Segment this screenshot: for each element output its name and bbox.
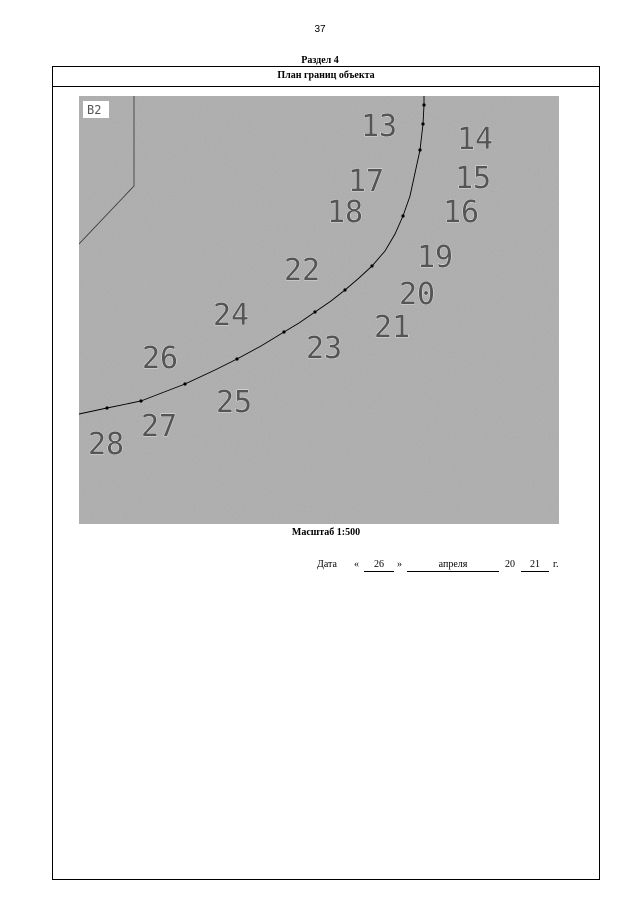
- point-label-25: 25: [216, 385, 253, 420]
- plan-frame: [52, 66, 600, 880]
- date-close-quote: »: [397, 559, 402, 570]
- point-label-22: 22: [284, 253, 321, 288]
- boundary-vertex: [421, 122, 424, 125]
- point-label-21: 21: [374, 310, 411, 345]
- boundary-vertex: [235, 357, 238, 360]
- boundary-vertex: [370, 264, 373, 267]
- scale-label: Масштаб 1:500: [291, 527, 361, 538]
- date-label: Дата: [317, 559, 337, 570]
- page-number: 37: [314, 24, 326, 35]
- sheet-label: В2: [87, 103, 102, 117]
- point-label-15: 15: [455, 161, 492, 196]
- point-label-28: 28: [88, 427, 125, 462]
- boundary-vertex: [418, 148, 421, 151]
- point-label-24: 24: [213, 298, 250, 333]
- boundary-vertex: [401, 214, 404, 217]
- point-label-13: 13: [361, 109, 398, 144]
- point-label-14: 14: [457, 122, 494, 157]
- date-day: 26: [364, 559, 394, 572]
- boundary-vertex: [183, 382, 186, 385]
- boundary-vertex: [343, 288, 346, 291]
- section-title: Раздел 4: [301, 55, 339, 66]
- boundary-plan-map: [79, 96, 559, 524]
- point-label-17: 17: [348, 164, 385, 199]
- plan-header: План границ объекта: [53, 67, 599, 87]
- boundary-vertex: [139, 399, 142, 402]
- point-label-26: 26: [142, 341, 179, 376]
- point-label-19: 19: [417, 240, 454, 275]
- date-century: 20: [505, 559, 515, 570]
- point-label-27: 27: [141, 409, 178, 444]
- boundary-vertex: [105, 406, 108, 409]
- boundary-plan-svg: [79, 96, 559, 524]
- point-label-20: 20: [399, 277, 436, 312]
- boundary-vertex: [313, 310, 316, 313]
- point-label-16: 16: [443, 195, 480, 230]
- date-open-quote: «: [354, 559, 359, 570]
- point-label-18: 18: [327, 195, 364, 230]
- date-month: апреля: [407, 559, 499, 572]
- point-label-23: 23: [306, 331, 343, 366]
- boundary-vertex: [282, 330, 285, 333]
- date-year: 21: [521, 559, 549, 572]
- date-suffix: г.: [553, 559, 559, 570]
- boundary-vertex: [422, 103, 425, 106]
